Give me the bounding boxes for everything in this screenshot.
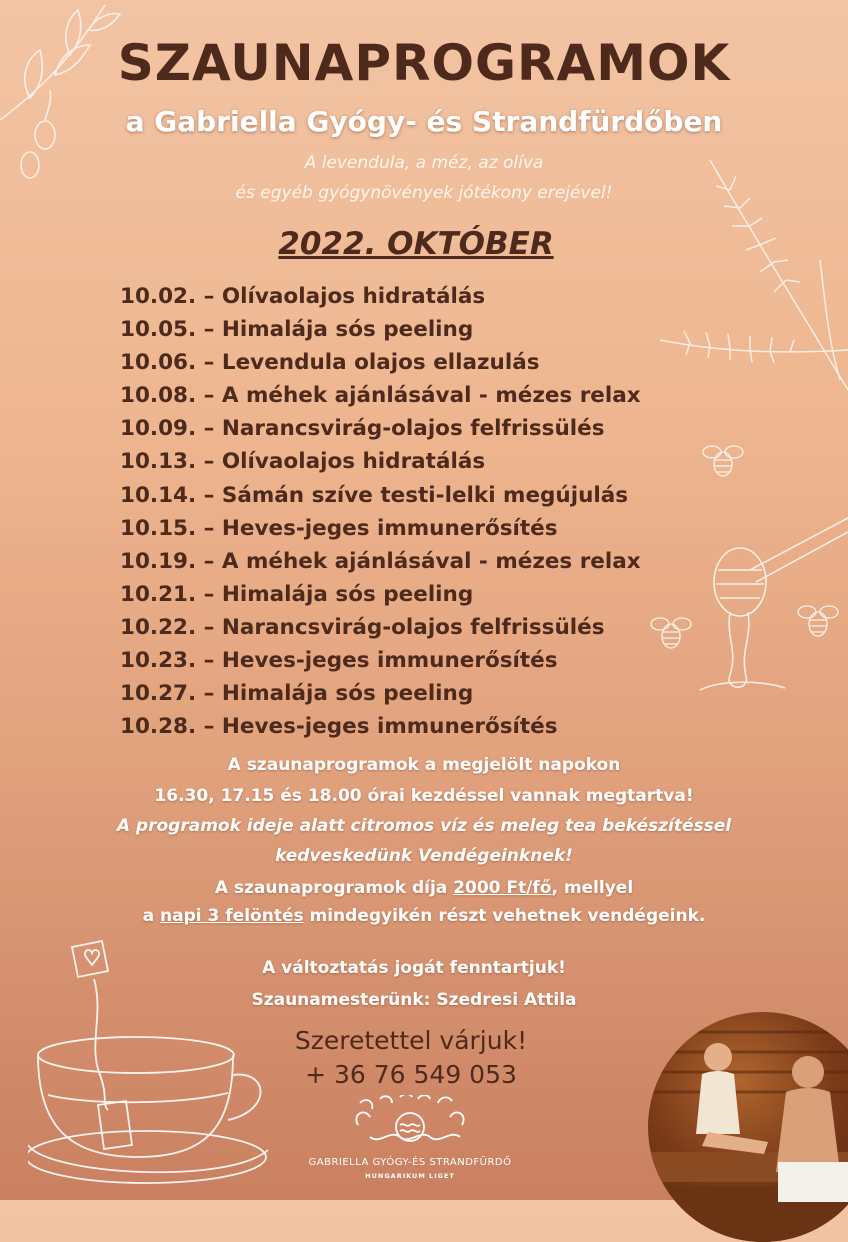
month-heading: 2022. OKTÓBER bbox=[278, 226, 554, 262]
schedule-item: 10.28. – Heves-jeges immunerősítés bbox=[120, 714, 558, 740]
sauna-master: Szaunamesterünk: Szedresi Attila bbox=[251, 990, 577, 1010]
phone-number: + 36 76 549 053 bbox=[305, 1060, 517, 1089]
schedule-item: 10.22. – Narancsvirág-olajos felfrissülés bbox=[120, 614, 605, 640]
schedule-item: 10.08. – A méhek ajánlásával - mézes relax bbox=[120, 383, 641, 409]
schedule-item: 10.14. – Sámán szíve testi-lelki megújulás bbox=[120, 482, 629, 508]
info-line-2: 16.30, 17.15 és 18.00 órai kezdéssel vannak megtartva! bbox=[154, 786, 694, 806]
schedule-item: 10.19. – A méhek ajánlásával - mézes relax bbox=[120, 548, 641, 574]
pour-suffix: mindegyikén részt vehetnek vendégeink. bbox=[303, 906, 706, 926]
bee-icon bbox=[700, 440, 746, 480]
info-line-3: A programok ideje alatt citromos víz és meleg tea bekészítéssel bbox=[116, 816, 732, 836]
pour-prefix: a bbox=[142, 906, 161, 926]
tagline-line-1: A levendula, a méz, az olíva bbox=[304, 153, 544, 173]
price-value: 2000 Ft/fő bbox=[453, 878, 552, 898]
schedule-item: 10.02. – Olívaolajos hidratálás bbox=[120, 284, 486, 309]
logo-subtitle: HUNGARIKUM LIGET bbox=[365, 1172, 455, 1180]
schedule-item: 10.09. – Narancsvirág-olajos felfrissülés bbox=[120, 416, 605, 442]
info-line-4: kedveskedünk Vendégeinknek! bbox=[275, 846, 573, 866]
honey-dipper-icon bbox=[690, 500, 848, 700]
schedule-item: 10.21. – Himalája sós peeling bbox=[120, 581, 474, 607]
price-line bbox=[0, 878, 848, 898]
schedule-item: 10.05. – Himalája sós peeling bbox=[120, 317, 474, 343]
reserve-note: A változtatás jogát fenntartjuk! bbox=[262, 958, 566, 978]
tagline-line-2: és egyéb gyógynövények jótékony erejével! bbox=[235, 183, 613, 203]
page-title: SZAUNAPROGRAMOK bbox=[117, 34, 731, 92]
price-prefix: A szaunaprogramok díja bbox=[214, 878, 454, 898]
schedule-item: 10.06. – Levendula olajos ellazulás bbox=[120, 350, 540, 376]
welcome-text: Szeretettel várjuk! bbox=[294, 1026, 528, 1055]
schedule-list bbox=[120, 280, 641, 743]
bee-icon bbox=[648, 612, 694, 652]
info-line-1: A szaunaprogramok a megjelölt napokon bbox=[227, 755, 621, 775]
schedule-item: 10.23. – Heves-jeges immunerősítés bbox=[120, 648, 558, 674]
pour-value: napi 3 felöntés bbox=[160, 906, 304, 926]
pour-line bbox=[0, 906, 848, 926]
page-subtitle: a Gabriella Gyógy- és Strandfürdőben bbox=[125, 105, 723, 138]
schedule-item: 10.15. – Heves-jeges immunerősítés bbox=[120, 515, 558, 541]
schedule-item: 10.27. – Himalája sós peeling bbox=[120, 681, 474, 707]
logo-name: GABRIELLA GYÓGY-ÉS STRANDFÜRDŐ bbox=[308, 1157, 512, 1168]
schedule-item: 10.13. – Olívaolajos hidratálás bbox=[120, 449, 486, 475]
logo-wave-icon bbox=[300, 1095, 520, 1155]
price-suffix: , mellyel bbox=[551, 878, 634, 898]
